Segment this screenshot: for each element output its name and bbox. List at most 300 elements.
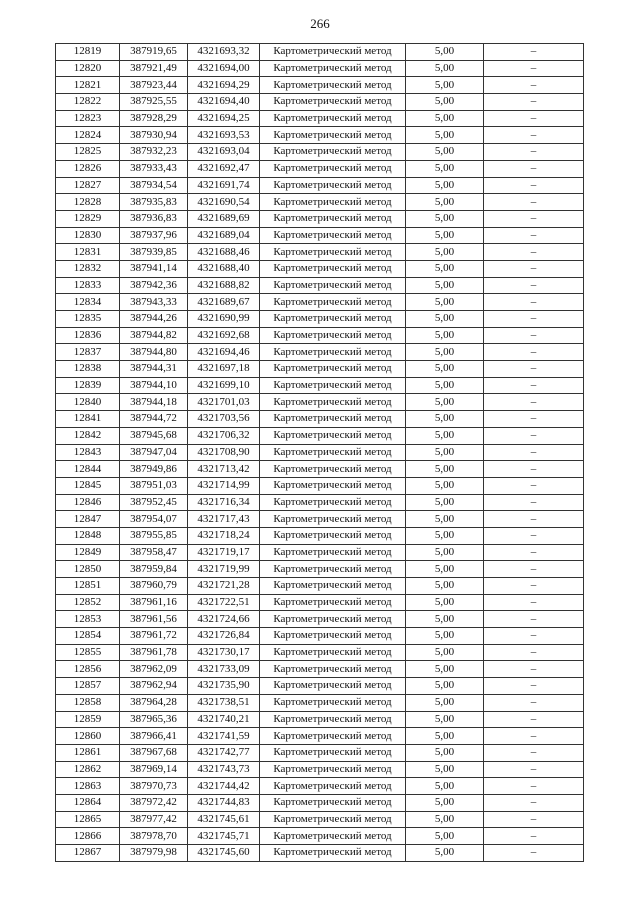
x-coordinate-cell: 387962,94: [120, 678, 188, 695]
table-row: [56, 60, 584, 77]
accuracy-cell: 5,00: [406, 578, 484, 595]
point-number-cell: 12827: [56, 177, 120, 194]
accuracy-cell: 5,00: [406, 411, 484, 428]
x-coordinate-cell: 387944,80: [120, 344, 188, 361]
table-row: [56, 544, 584, 561]
y-coordinate-cell: 4321735,90: [188, 678, 260, 695]
point-number-cell: 12849: [56, 544, 120, 561]
y-coordinate-cell: 4321744,42: [188, 778, 260, 795]
table-row: [56, 361, 584, 378]
x-coordinate-cell: 387969,14: [120, 761, 188, 778]
method-cell: Картометрический метод: [260, 594, 406, 611]
accuracy-cell: 5,00: [406, 394, 484, 411]
description-cell: –: [484, 761, 584, 778]
method-cell: Картометрический метод: [260, 544, 406, 561]
accuracy-cell: 5,00: [406, 511, 484, 528]
table-row: [56, 77, 584, 94]
description-cell: –: [484, 711, 584, 728]
point-number-cell: 12859: [56, 711, 120, 728]
y-coordinate-cell: 4321741,59: [188, 728, 260, 745]
y-coordinate-cell: 4321690,54: [188, 194, 260, 211]
description-cell: –: [484, 828, 584, 845]
method-cell: Картометрический метод: [260, 477, 406, 494]
accuracy-cell: 5,00: [406, 277, 484, 294]
table-row: [56, 194, 584, 211]
point-number-cell: 12826: [56, 160, 120, 177]
description-cell: –: [484, 744, 584, 761]
description-cell: –: [484, 494, 584, 511]
y-coordinate-cell: 4321744,83: [188, 794, 260, 811]
y-coordinate-cell: 4321701,03: [188, 394, 260, 411]
description-cell: –: [484, 327, 584, 344]
y-coordinate-cell: 4321689,69: [188, 210, 260, 227]
method-cell: Картометрический метод: [260, 177, 406, 194]
table-row: [56, 628, 584, 645]
y-coordinate-cell: 4321692,47: [188, 160, 260, 177]
accuracy-cell: 5,00: [406, 527, 484, 544]
method-cell: Картометрический метод: [260, 411, 406, 428]
table-row: [56, 110, 584, 127]
method-cell: Картометрический метод: [260, 394, 406, 411]
table-row: [56, 494, 584, 511]
y-coordinate-cell: 4321694,40: [188, 94, 260, 111]
accuracy-cell: 5,00: [406, 761, 484, 778]
y-coordinate-cell: 4321688,82: [188, 277, 260, 294]
accuracy-cell: 5,00: [406, 811, 484, 828]
point-number-cell: 12843: [56, 444, 120, 461]
accuracy-cell: 5,00: [406, 728, 484, 745]
table-row: [56, 160, 584, 177]
point-number-cell: 12831: [56, 244, 120, 261]
x-coordinate-cell: 387951,03: [120, 477, 188, 494]
accuracy-cell: 5,00: [406, 160, 484, 177]
table-row: [56, 427, 584, 444]
x-coordinate-cell: 387921,49: [120, 60, 188, 77]
x-coordinate-cell: 387944,10: [120, 377, 188, 394]
point-number-cell: 12841: [56, 411, 120, 428]
table-row: [56, 711, 584, 728]
point-number-cell: 12850: [56, 561, 120, 578]
method-cell: Картометрический метод: [260, 628, 406, 645]
description-cell: –: [484, 311, 584, 328]
point-number-cell: 12846: [56, 494, 120, 511]
x-coordinate-cell: 387978,70: [120, 828, 188, 845]
accuracy-cell: 5,00: [406, 544, 484, 561]
point-number-cell: 12858: [56, 694, 120, 711]
method-cell: Картометрический метод: [260, 845, 406, 862]
method-cell: Картометрический метод: [260, 694, 406, 711]
method-cell: Картометрический метод: [260, 160, 406, 177]
table-row: [56, 611, 584, 628]
accuracy-cell: 5,00: [406, 227, 484, 244]
y-coordinate-cell: 4321697,18: [188, 361, 260, 378]
y-coordinate-cell: 4321745,71: [188, 828, 260, 845]
description-cell: –: [484, 811, 584, 828]
table-row: [56, 394, 584, 411]
point-number-cell: 12853: [56, 611, 120, 628]
description-cell: –: [484, 845, 584, 862]
x-coordinate-cell: 387954,07: [120, 511, 188, 528]
accuracy-cell: 5,00: [406, 110, 484, 127]
y-coordinate-cell: 4321738,51: [188, 694, 260, 711]
x-coordinate-cell: 387930,94: [120, 127, 188, 144]
table-row: [56, 694, 584, 711]
method-cell: Картометрический метод: [260, 828, 406, 845]
method-cell: Картометрический метод: [260, 711, 406, 728]
description-cell: –: [484, 177, 584, 194]
table-row: [56, 294, 584, 311]
y-coordinate-cell: 4321721,28: [188, 578, 260, 595]
description-cell: –: [484, 527, 584, 544]
y-coordinate-cell: 4321733,09: [188, 661, 260, 678]
y-coordinate-cell: 4321724,66: [188, 611, 260, 628]
method-cell: Картометрический метод: [260, 244, 406, 261]
table-row: [56, 578, 584, 595]
x-coordinate-cell: 387942,36: [120, 277, 188, 294]
method-cell: Картометрический метод: [260, 494, 406, 511]
table-row: [56, 94, 584, 111]
x-coordinate-cell: 387959,84: [120, 561, 188, 578]
description-cell: –: [484, 110, 584, 127]
description-cell: –: [484, 194, 584, 211]
x-coordinate-cell: 387961,78: [120, 644, 188, 661]
table-row: [56, 644, 584, 661]
description-cell: –: [484, 511, 584, 528]
x-coordinate-cell: 387966,41: [120, 728, 188, 745]
x-coordinate-cell: 387925,55: [120, 94, 188, 111]
method-cell: Картометрический метод: [260, 461, 406, 478]
method-cell: Картометрический метод: [260, 661, 406, 678]
table-row: [56, 411, 584, 428]
accuracy-cell: 5,00: [406, 845, 484, 862]
coordinates-table-body: [56, 44, 584, 862]
point-number-cell: 12838: [56, 361, 120, 378]
description-cell: –: [484, 477, 584, 494]
y-coordinate-cell: 4321719,99: [188, 561, 260, 578]
description-cell: –: [484, 344, 584, 361]
x-coordinate-cell: 387960,79: [120, 578, 188, 595]
table-row: [56, 828, 584, 845]
description-cell: –: [484, 461, 584, 478]
description-cell: –: [484, 694, 584, 711]
description-cell: –: [484, 244, 584, 261]
y-coordinate-cell: 4321708,90: [188, 444, 260, 461]
x-coordinate-cell: 387919,65: [120, 44, 188, 61]
point-number-cell: 12847: [56, 511, 120, 528]
description-cell: –: [484, 728, 584, 745]
accuracy-cell: 5,00: [406, 94, 484, 111]
x-coordinate-cell: 387932,23: [120, 144, 188, 161]
table-row: [56, 144, 584, 161]
x-coordinate-cell: 387961,56: [120, 611, 188, 628]
description-cell: –: [484, 377, 584, 394]
method-cell: Картометрический метод: [260, 127, 406, 144]
table-row: [56, 728, 584, 745]
method-cell: Картометрический метод: [260, 110, 406, 127]
y-coordinate-cell: 4321688,46: [188, 244, 260, 261]
description-cell: –: [484, 260, 584, 277]
point-number-cell: 12834: [56, 294, 120, 311]
point-number-cell: 12823: [56, 110, 120, 127]
x-coordinate-cell: 387923,44: [120, 77, 188, 94]
y-coordinate-cell: 4321694,46: [188, 344, 260, 361]
accuracy-cell: 5,00: [406, 244, 484, 261]
table-row: [56, 444, 584, 461]
x-coordinate-cell: 387972,42: [120, 794, 188, 811]
point-number-cell: 12851: [56, 578, 120, 595]
x-coordinate-cell: 387937,96: [120, 227, 188, 244]
y-coordinate-cell: 4321714,99: [188, 477, 260, 494]
method-cell: Картометрический метод: [260, 327, 406, 344]
x-coordinate-cell: 387944,31: [120, 361, 188, 378]
method-cell: Картометрический метод: [260, 728, 406, 745]
method-cell: Картометрический метод: [260, 377, 406, 394]
table-row: [56, 44, 584, 61]
point-number-cell: 12837: [56, 344, 120, 361]
point-number-cell: 12830: [56, 227, 120, 244]
point-number-cell: 12839: [56, 377, 120, 394]
description-cell: –: [484, 561, 584, 578]
point-number-cell: 12819: [56, 44, 120, 61]
accuracy-cell: 5,00: [406, 628, 484, 645]
accuracy-cell: 5,00: [406, 127, 484, 144]
accuracy-cell: 5,00: [406, 260, 484, 277]
table-row: [56, 845, 584, 862]
x-coordinate-cell: 387944,72: [120, 411, 188, 428]
accuracy-cell: 5,00: [406, 494, 484, 511]
table-row: [56, 661, 584, 678]
description-cell: –: [484, 594, 584, 611]
description-cell: –: [484, 411, 584, 428]
method-cell: Картометрический метод: [260, 260, 406, 277]
x-coordinate-cell: 387958,47: [120, 544, 188, 561]
y-coordinate-cell: 4321691,74: [188, 177, 260, 194]
accuracy-cell: 5,00: [406, 794, 484, 811]
x-coordinate-cell: 387961,72: [120, 628, 188, 645]
accuracy-cell: 5,00: [406, 711, 484, 728]
x-coordinate-cell: 387964,28: [120, 694, 188, 711]
description-cell: –: [484, 210, 584, 227]
y-coordinate-cell: 4321693,53: [188, 127, 260, 144]
table-row: [56, 477, 584, 494]
description-cell: –: [484, 394, 584, 411]
method-cell: Картометрический метод: [260, 194, 406, 211]
point-number-cell: 12848: [56, 527, 120, 544]
method-cell: Картометрический метод: [260, 744, 406, 761]
point-number-cell: 12861: [56, 744, 120, 761]
accuracy-cell: 5,00: [406, 644, 484, 661]
accuracy-cell: 5,00: [406, 311, 484, 328]
accuracy-cell: 5,00: [406, 327, 484, 344]
method-cell: Картометрический метод: [260, 794, 406, 811]
y-coordinate-cell: 4321740,21: [188, 711, 260, 728]
y-coordinate-cell: 4321699,10: [188, 377, 260, 394]
y-coordinate-cell: 4321694,25: [188, 110, 260, 127]
y-coordinate-cell: 4321730,17: [188, 644, 260, 661]
y-coordinate-cell: 4321722,51: [188, 594, 260, 611]
accuracy-cell: 5,00: [406, 361, 484, 378]
x-coordinate-cell: 387962,09: [120, 661, 188, 678]
table-row: [56, 327, 584, 344]
table-row: [56, 210, 584, 227]
accuracy-cell: 5,00: [406, 694, 484, 711]
y-coordinate-cell: 4321742,77: [188, 744, 260, 761]
accuracy-cell: 5,00: [406, 60, 484, 77]
point-number-cell: 12842: [56, 427, 120, 444]
point-number-cell: 12835: [56, 311, 120, 328]
table-row: [56, 177, 584, 194]
description-cell: –: [484, 794, 584, 811]
point-number-cell: 12844: [56, 461, 120, 478]
point-number-cell: 12836: [56, 327, 120, 344]
method-cell: Картометрический метод: [260, 578, 406, 595]
accuracy-cell: 5,00: [406, 461, 484, 478]
page-number: 266: [310, 16, 330, 31]
x-coordinate-cell: 387933,43: [120, 160, 188, 177]
point-number-cell: 12854: [56, 628, 120, 645]
x-coordinate-cell: 387935,83: [120, 194, 188, 211]
table-row: [56, 761, 584, 778]
accuracy-cell: 5,00: [406, 444, 484, 461]
y-coordinate-cell: 4321693,04: [188, 144, 260, 161]
method-cell: Картометрический метод: [260, 611, 406, 628]
accuracy-cell: 5,00: [406, 144, 484, 161]
description-cell: –: [484, 277, 584, 294]
y-coordinate-cell: 4321719,17: [188, 544, 260, 561]
accuracy-cell: 5,00: [406, 828, 484, 845]
method-cell: Картометрический метод: [260, 561, 406, 578]
x-coordinate-cell: 387965,36: [120, 711, 188, 728]
method-cell: Картометрический метод: [260, 294, 406, 311]
y-coordinate-cell: 4321689,67: [188, 294, 260, 311]
method-cell: Картометрический метод: [260, 60, 406, 77]
point-number-cell: 12829: [56, 210, 120, 227]
y-coordinate-cell: 4321716,34: [188, 494, 260, 511]
description-cell: –: [484, 544, 584, 561]
table-row: [56, 344, 584, 361]
method-cell: Картометрический метод: [260, 427, 406, 444]
accuracy-cell: 5,00: [406, 661, 484, 678]
accuracy-cell: 5,00: [406, 344, 484, 361]
description-cell: –: [484, 127, 584, 144]
x-coordinate-cell: 387941,14: [120, 260, 188, 277]
x-coordinate-cell: 387979,98: [120, 845, 188, 862]
y-coordinate-cell: 4321689,04: [188, 227, 260, 244]
x-coordinate-cell: 387967,68: [120, 744, 188, 761]
point-number-cell: 12820: [56, 60, 120, 77]
x-coordinate-cell: 387952,45: [120, 494, 188, 511]
x-coordinate-cell: 387947,04: [120, 444, 188, 461]
accuracy-cell: 5,00: [406, 377, 484, 394]
y-coordinate-cell: 4321690,99: [188, 311, 260, 328]
description-cell: –: [484, 144, 584, 161]
accuracy-cell: 5,00: [406, 294, 484, 311]
method-cell: Картометрический метод: [260, 761, 406, 778]
table-row: [56, 794, 584, 811]
table-row: [56, 678, 584, 695]
accuracy-cell: 5,00: [406, 778, 484, 795]
x-coordinate-cell: 387949,86: [120, 461, 188, 478]
x-coordinate-cell: 387928,29: [120, 110, 188, 127]
point-number-cell: 12867: [56, 845, 120, 862]
x-coordinate-cell: 387944,82: [120, 327, 188, 344]
y-coordinate-cell: 4321694,29: [188, 77, 260, 94]
method-cell: Картометрический метод: [260, 361, 406, 378]
accuracy-cell: 5,00: [406, 77, 484, 94]
y-coordinate-cell: 4321726,84: [188, 628, 260, 645]
method-cell: Картометрический метод: [260, 344, 406, 361]
table-row: [56, 277, 584, 294]
accuracy-cell: 5,00: [406, 561, 484, 578]
table-row: [56, 461, 584, 478]
method-cell: Картометрический метод: [260, 77, 406, 94]
x-coordinate-cell: 387939,85: [120, 244, 188, 261]
point-number-cell: 12832: [56, 260, 120, 277]
accuracy-cell: 5,00: [406, 177, 484, 194]
table-row: [56, 511, 584, 528]
description-cell: –: [484, 160, 584, 177]
accuracy-cell: 5,00: [406, 194, 484, 211]
table-row: [56, 594, 584, 611]
point-number-cell: 12840: [56, 394, 120, 411]
point-number-cell: 12863: [56, 778, 120, 795]
table-row: [56, 244, 584, 261]
description-cell: –: [484, 227, 584, 244]
table-row: [56, 744, 584, 761]
method-cell: Картометрический метод: [260, 644, 406, 661]
point-number-cell: 12857: [56, 678, 120, 695]
accuracy-cell: 5,00: [406, 210, 484, 227]
accuracy-cell: 5,00: [406, 744, 484, 761]
table-row: [56, 127, 584, 144]
method-cell: Картометрический метод: [260, 527, 406, 544]
y-coordinate-cell: 4321703,56: [188, 411, 260, 428]
x-coordinate-cell: 387977,42: [120, 811, 188, 828]
description-cell: –: [484, 294, 584, 311]
x-coordinate-cell: 387970,73: [120, 778, 188, 795]
method-cell: Картометрический метод: [260, 778, 406, 795]
accuracy-cell: 5,00: [406, 477, 484, 494]
x-coordinate-cell: 387944,18: [120, 394, 188, 411]
method-cell: Картометрический метод: [260, 311, 406, 328]
table-row: [56, 311, 584, 328]
method-cell: Картометрический метод: [260, 44, 406, 61]
method-cell: Картометрический метод: [260, 94, 406, 111]
point-number-cell: 12845: [56, 477, 120, 494]
description-cell: –: [484, 94, 584, 111]
table-row: [56, 778, 584, 795]
y-coordinate-cell: 4321694,00: [188, 60, 260, 77]
point-number-cell: 12822: [56, 94, 120, 111]
accuracy-cell: 5,00: [406, 44, 484, 61]
point-number-cell: 12860: [56, 728, 120, 745]
point-number-cell: 12821: [56, 77, 120, 94]
description-cell: –: [484, 44, 584, 61]
x-coordinate-cell: 387934,54: [120, 177, 188, 194]
y-coordinate-cell: 4321745,60: [188, 845, 260, 862]
y-coordinate-cell: 4321743,73: [188, 761, 260, 778]
accuracy-cell: 5,00: [406, 611, 484, 628]
table-row: [56, 561, 584, 578]
y-coordinate-cell: 4321713,42: [188, 461, 260, 478]
point-number-cell: 12825: [56, 144, 120, 161]
description-cell: –: [484, 60, 584, 77]
point-number-cell: 12856: [56, 661, 120, 678]
y-coordinate-cell: 4321718,24: [188, 527, 260, 544]
description-cell: –: [484, 628, 584, 645]
description-cell: –: [484, 678, 584, 695]
point-number-cell: 12864: [56, 794, 120, 811]
